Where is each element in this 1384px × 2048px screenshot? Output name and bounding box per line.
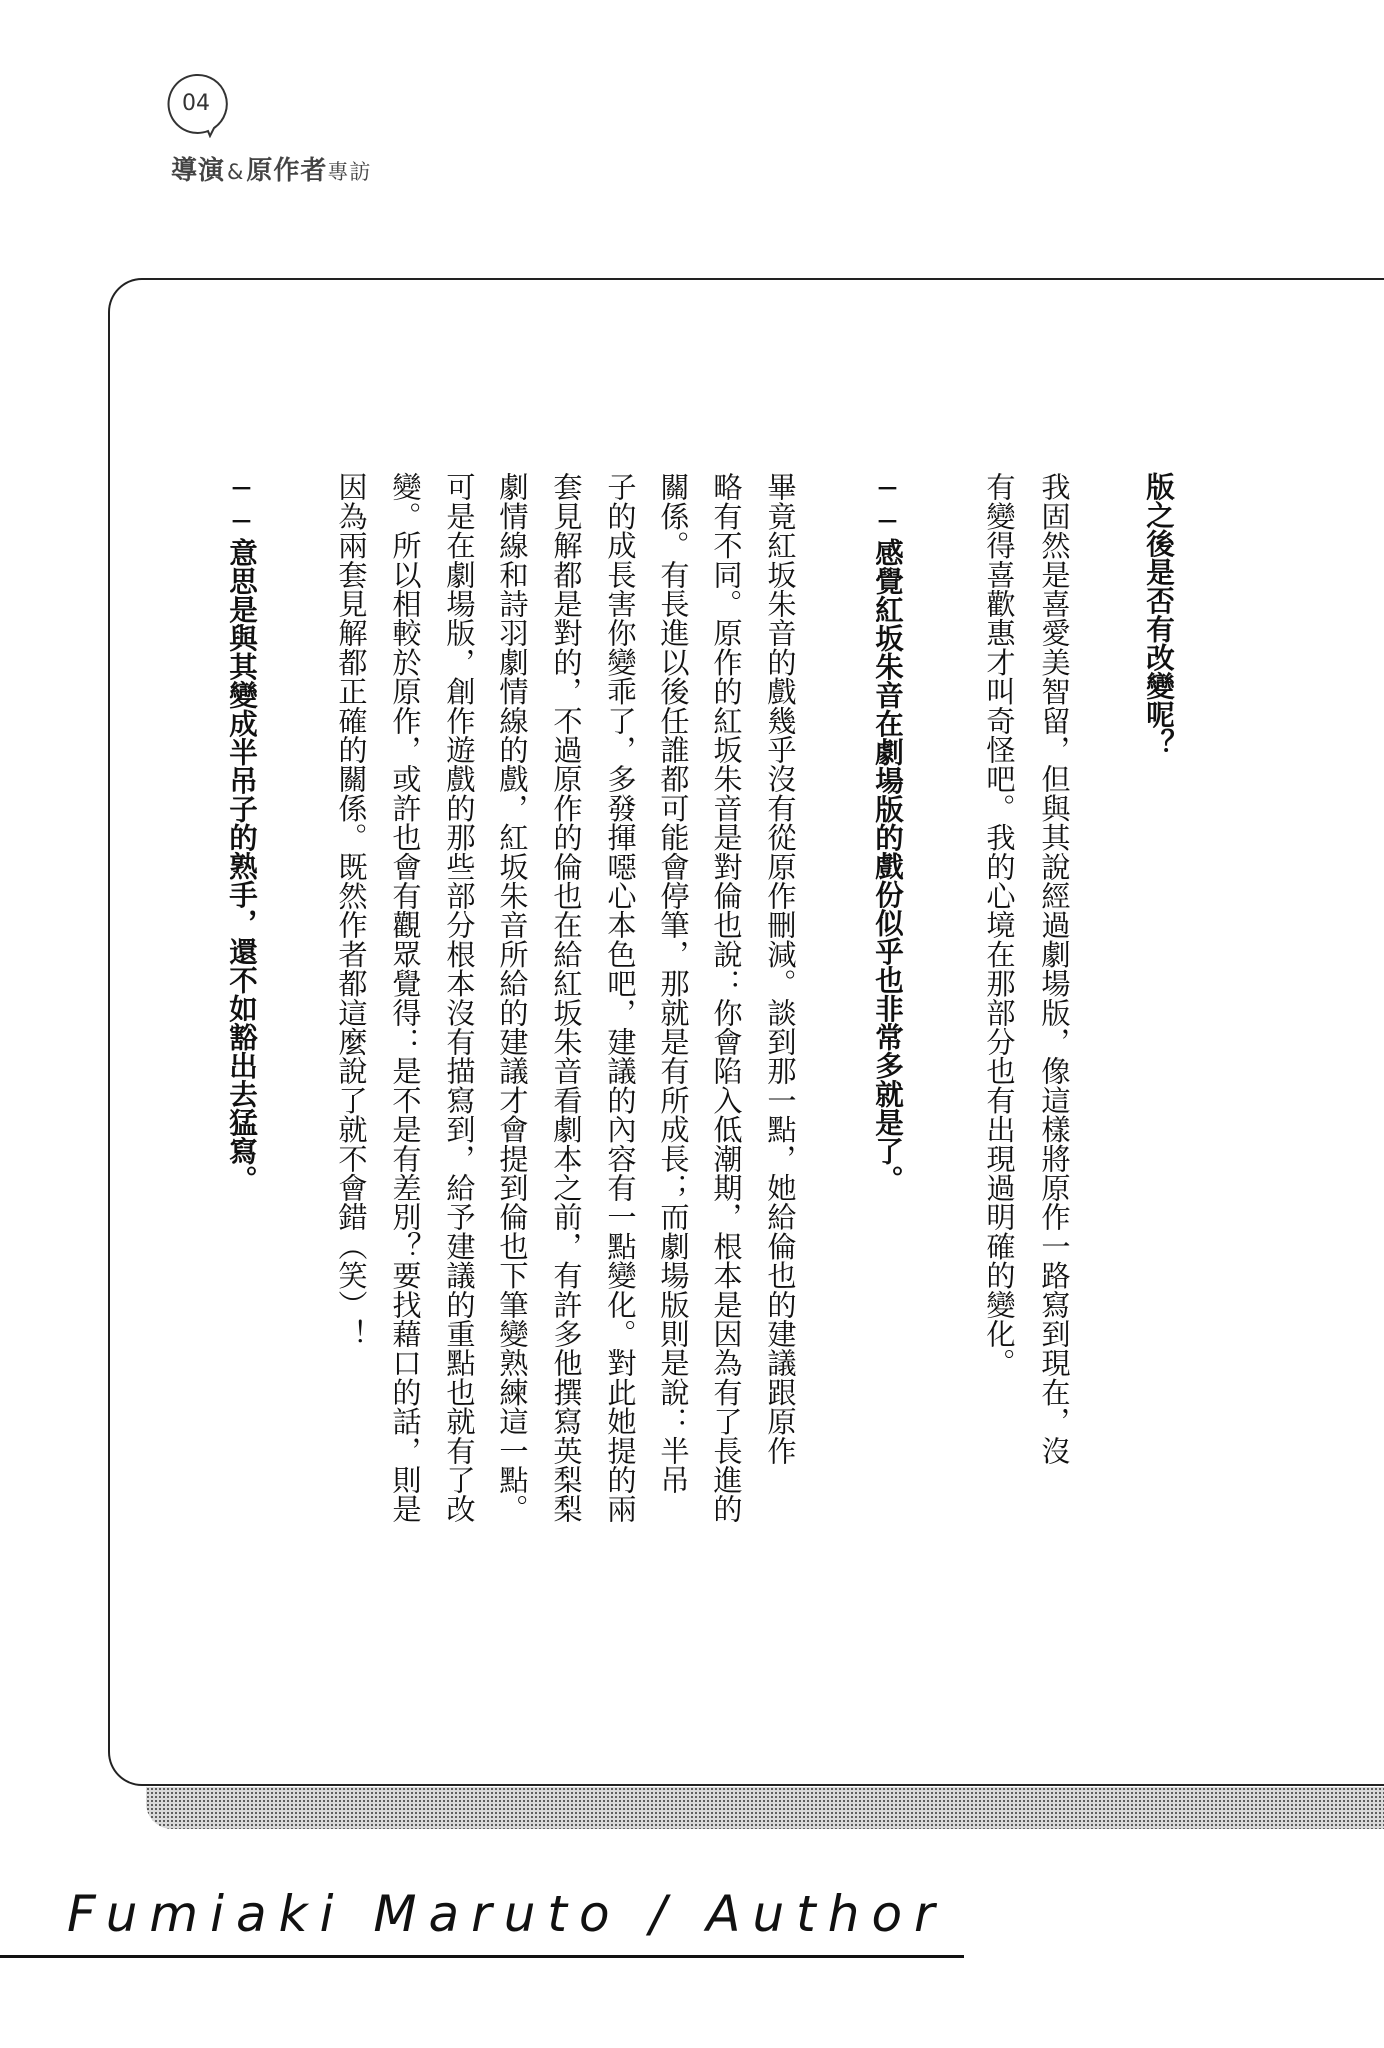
answer-line: 關係。有長進以後任誰都可能會停筆，那就是有所成長；而劇場版則是說：半吊 (656, 472, 690, 1494)
title-part-author: 原作者 (246, 156, 328, 186)
panel-halftone-shadow (146, 1787, 1384, 1829)
answer-line: 有變得喜歡惠才叫奇怪吧。我的心境在那部分也有出現過明確的變化。 (982, 472, 1016, 1378)
answer-line: 略有不同。原作的紅坂朱音是對倫也說：你會陷入低潮期，根本是因為有了長進的 (709, 472, 743, 1524)
interview-panel (108, 278, 1384, 1786)
answer-line: 畢竟紅坂朱音的戲幾乎沒有從原作刪減。談到那一點，她給倫也的建議跟原作 (763, 472, 797, 1465)
question-line: ──意思是與其變成半吊子的熟手，還不如豁出去猛寫。 (225, 472, 258, 1194)
question-line: ──感覺紅坂朱音在劇場版的戲份似乎也非常多就是了。 (871, 472, 904, 1194)
title-ampersand: & (227, 160, 245, 184)
chapter-badge (163, 72, 229, 138)
answer-line: 我固然是喜愛美智留，但與其說經過劇場版，像這樣將原作一路寫到現在，沒 (1037, 472, 1071, 1465)
title-part-interview: 專訪 (327, 160, 372, 184)
answer-line: 因為兩套見解都正確的關係。既然作者都這麼說了就不會錯（笑）！ (334, 472, 368, 1348)
answer-line: 套見解都是對的，不過原作的倫也在給紅坂朱音看劇本之前，有許多他撰寫英梨梨 (549, 472, 583, 1524)
answer-line: 可是在劇場版，創作遊戲的那些部分根本沒有描寫到，給予建議的重點也就有了改 (442, 472, 476, 1524)
chapter-number: 04 (182, 91, 210, 116)
question-line: 版之後是否有改變呢？ (1142, 472, 1175, 757)
answer-line: 劇情線和詩羽劇情線的戲，紅坂朱音所給的建議才會提到倫也下筆變熟練這一點。 (495, 472, 529, 1524)
section-title (171, 150, 371, 187)
answer-line: 子的成長害你變乖了，多發揮噁心本色吧，建議的內容有一點變化。對此她提的兩 (603, 472, 637, 1524)
title-part-director: 導演 (171, 156, 226, 186)
answer-line: 變。所以相較於原作，或許也會有觀眾覺得：是不是有差別？要找藉口的話，則是 (388, 472, 422, 1524)
author-signature: Fumiaki Maruto / Author (67, 1885, 947, 1943)
signature-underline (0, 1955, 964, 1958)
